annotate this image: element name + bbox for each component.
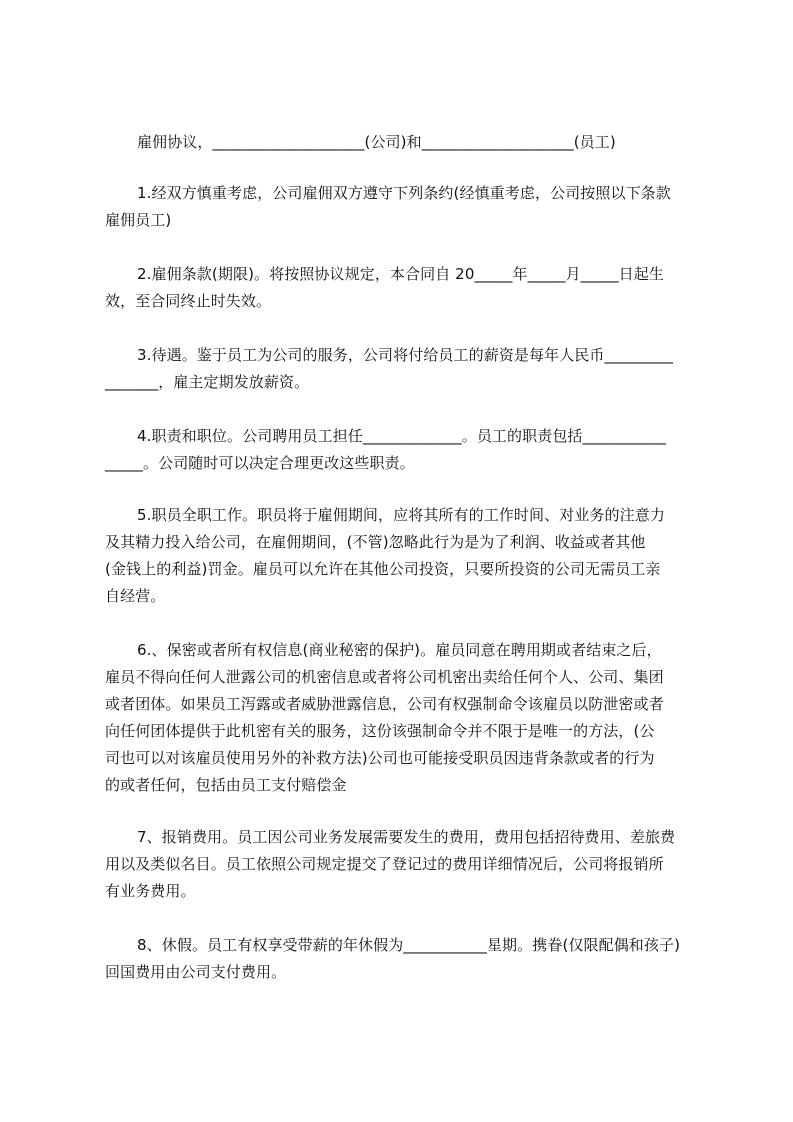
section-5-line-4: 自经营。: [105, 587, 166, 605]
section-6-line-6: 的或者任何，包括由员工支付赔偿金: [105, 776, 347, 794]
section-3-line-1: 3.待遇。鉴于员工为公司的服务，公司将付给员工的薪资是每年人民币_________: [137, 346, 673, 364]
section-1-line-2: 雇佣员工): [105, 211, 172, 229]
section-4-line-2: _____。公司随时可以决定合理更改这些职责。: [105, 454, 415, 472]
section-6-line-2: 雇员不得向任何人泄露公司的机密信息或者将公司机密出卖给任何个人、公司、集团: [105, 668, 664, 686]
section-4-line-1: 4.职责和职位。公司聘用员工担任_____________。员工的职责包括___________: [137, 427, 667, 445]
section-7-line-2: 用以及类似名目。员工依照公司规定提交了登记过的费用详细情况后，公司将报销所: [105, 855, 664, 873]
section-2-line-2: 效，至合同终止时失效。: [105, 292, 272, 310]
section-2-line-1: 2.雇佣条款(期限)。将按照协议规定，本合同自 20_____年_____月_____日起生: [137, 265, 664, 283]
section-8-line-1: 8、休假。员工有权享受带薪的年休假为___________星期。携眷(仅限配偶和孩子): [137, 936, 681, 954]
section-7-line-3: 有业务费用。: [105, 882, 196, 900]
section-6-line-1: 6.、保密或者所有权信息(商业秘密的保护)。雇员同意在聘用期或者结束之后，: [137, 641, 662, 659]
section-6-line-4: 向任何团体提供于此机密有关的服务，这份该强制命令并不限于是唯一的方法，(公: [105, 722, 655, 740]
section-8-line-2: 回国费用由公司支付费用。: [105, 963, 287, 981]
section-5-line-3: (金钱上的利益)罚金。雇员可以允许在其他公司投资，只要所投资的公司无需员工亲: [105, 560, 661, 578]
section-6-line-3: 或者团体。如果员工泻露或者威胁泄露信息，公司有权强制命令该雇员以防泄密或者: [105, 695, 664, 713]
section-7-line-1: 7、报销费用。员工因公司业务发展需要发生的费用，费用包括招待费用、差旅费: [137, 828, 676, 846]
section-5-line-1: 5.职员全职工作。职员将于雇佣期间，应将其所有的工作时间、对业务的注意力: [137, 506, 665, 524]
intro-line: 雇佣协议，____________________(公司)和____________________(员工): [137, 133, 616, 151]
section-6-line-5: 司也可以对该雇员使用另外的补救方法)公司也可能接受职员因违背条款或者的行为: [105, 749, 655, 767]
section-3-line-2: _______，雇主定期发放薪资。: [105, 373, 310, 391]
section-1-line-1: 1.经双方慎重考虑，公司雇佣双方遵守下列条约(经慎重考虑，公司按照以下条款: [137, 184, 671, 202]
section-5-line-2: 及其精力投入给公司，在雇佣期间，(不管)忽略此行为是为了利润、收益或者其他: [105, 533, 646, 551]
